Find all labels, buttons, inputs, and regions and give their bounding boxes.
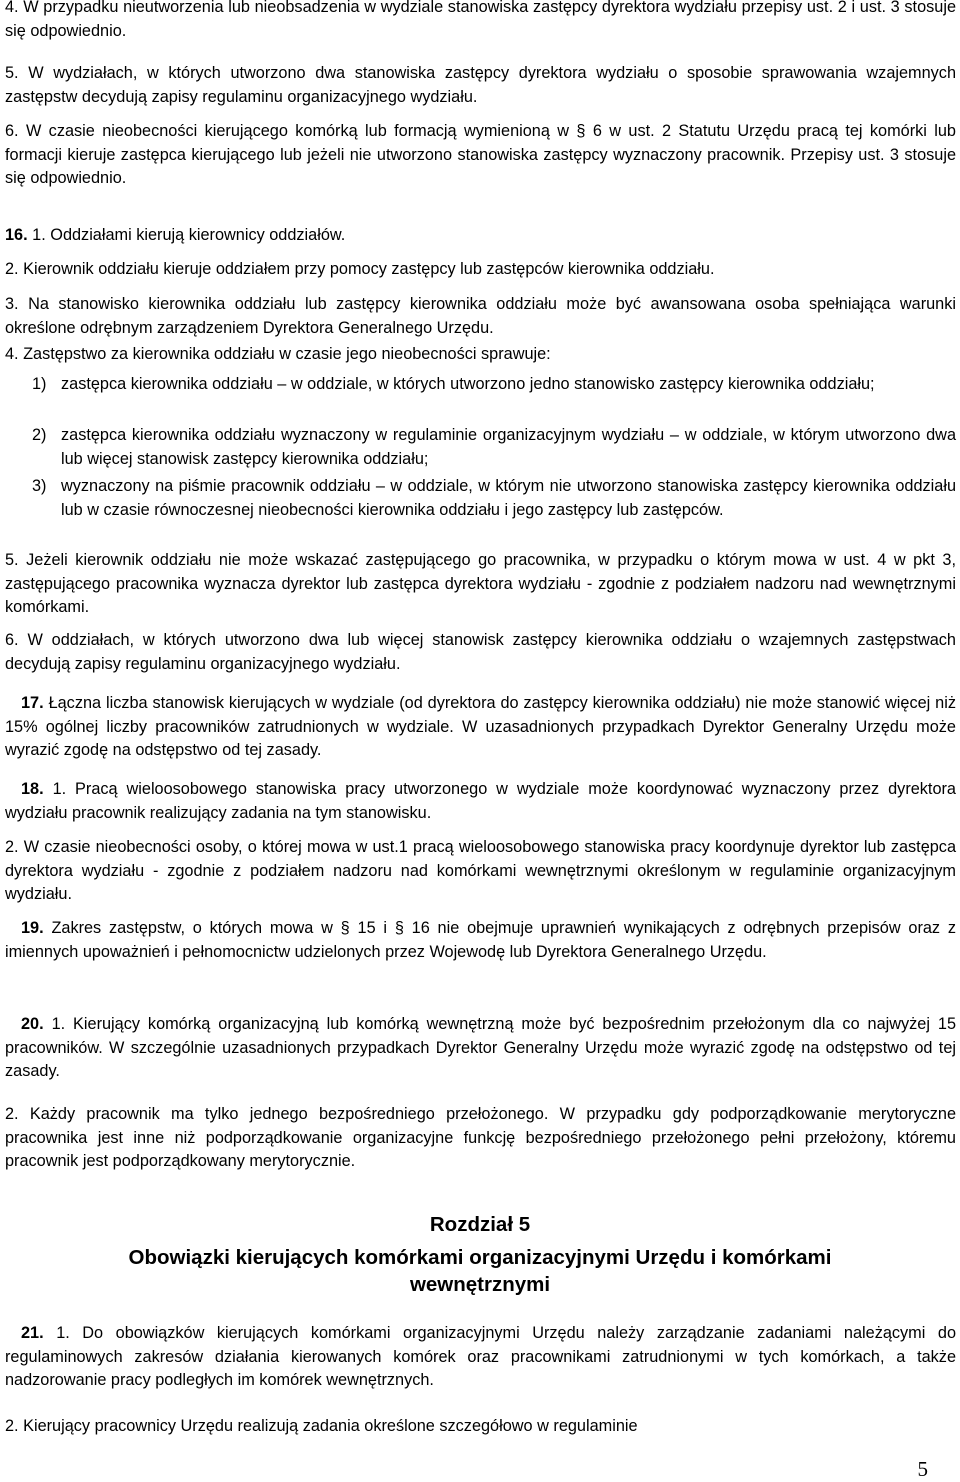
section-18-para-1 bbox=[5, 778, 956, 825]
section-16-para-1-text: 1. Oddziałami kierują kierownicy oddziałów. bbox=[32, 226, 346, 244]
section-19-text: Zakres zastępstw, o których mowa w § 15 i § 16 nie obejmuje uprawnień wynikających z odrębnych przepisów oraz z imiennych upoważnień i pełnomocnictw udzielonych przez Wojewodę lub Dyrektora Generalnego Urzędu. bbox=[5, 919, 956, 961]
section-16-para-5: 5. Jeżeli kierownik oddziału nie może wskazać zastępującego go pracownika, w przypadku o którym mowa w ust. 4 w pkt 3, zastępującego pracownika wyznacza dyrektor lub zastępca dyrektora wydziału - zgodnie z podziałem nadzoru nad wewnętrznymi komórkami. bbox=[5, 551, 956, 616]
section-16-para-2: 2. Kierownik oddziału kieruje oddziałem przy pomocy zastępcy lub zastępców kierownika oddziału. bbox=[5, 260, 715, 278]
section-20-para-1-text: 1. Kierujący komórką organizacyjną lub komórką wewnętrzną może być bezpośrednim przełożonym dla co najwyżej 15 pracowników. W szczególnie uzasadnionych przypadkach Dyrektor Generalny Urzędu może wyrazić zgodę na odstępstwo od tej zasady. bbox=[5, 1015, 956, 1080]
list-marker-3: 3) bbox=[32, 477, 47, 495]
section-21-para-1-text: 1. Do obowiązków kierujących komórkami organizacyjnymi Urzędu należy zarządzanie zadaniami należącymi do regulaminowych zakresów działania kierowanych komórek oraz pracownikami zatrudnionymi w tych komórkach, a także nadzorowanie pracy podległych im komórek wewnętrznych. bbox=[5, 1324, 956, 1389]
section-20-para-2: 2. Każdy pracownik ma tylko jednego bezpośredniego przełożonego. W przypadku gdy podporządkowanie merytoryczne pracownika jest inne niż podporządkowanie organizacyjne funkcję bezpośredniego przełożonego pełni przełożony, któremu pracownik jest podporządkowany merytorycznie. bbox=[5, 1105, 956, 1170]
section-18-para-1-text: 1. Pracą wieloosobowego stanowiska pracy utworzonego w wydziale może koordynować wyznaczony przez dyrektora wydziału pracownik realizujący zadania na tym stanowisku. bbox=[5, 780, 956, 822]
section-20-para-1 bbox=[5, 1013, 956, 1084]
list-item-1: zastępca kierownika oddziału – w oddziale, w których utworzono jedno stanowisko zastępcy kierownika oddziału; bbox=[61, 375, 875, 393]
list-item-2: zastępca kierownika oddziału wyznaczony w regulaminie organizacyjnym wydziału – w oddziale, w którym utworzono dwa lub więcej stanowisk zastępcy kierownika oddziału; bbox=[61, 426, 956, 468]
section-21-para-2: 2. Kierujący pracownicy Urzędu realizują zadania określone szczegółowo w regulaminie bbox=[5, 1417, 638, 1435]
section-17-text: Łączna liczba stanowisk kierujących w wydziale (od dyrektora do zastępcy kierownika oddziału) nie może stanowić więcej niż 15% ogólnej liczby pracowników zatrudnionych w wydziale. W uzasadnionych przypadkach Dyrektor Generalny Urzędu może wyrazić zgodę na odstępstwo od tej zasady. bbox=[5, 694, 956, 759]
section-18-number: 18. bbox=[21, 780, 44, 798]
paragraph-15-6: 6. W czasie nieobecności kierującego komórką lub formacją wymienioną w § 6 w ust. 2 Statutu Urzędu pracą tej komórki lub formacji kieruje zastępca kierującego lub jeżeli nie utworzono stanowiska zastępcy wyznaczony pracownik. Przepisy ust. 3 stosuje się odpowiednio. bbox=[5, 122, 956, 187]
section-17 bbox=[5, 692, 956, 763]
list-marker-1: 1) bbox=[32, 375, 47, 393]
list-item-3: wyznaczony na piśmie pracownik oddziału – w oddziale, w którym nie utworzono stanowiska zastępcy kierownika oddziału lub w czasie równoczesnej nieobecności kierownika oddziału i jego zastępcy lub zastępców. bbox=[61, 477, 956, 519]
section-18-para-2: 2. W czasie nieobecności osoby, o której mowa w ust.1 pracą wieloosobowego stanowiska pracy koordynuje dyrektor lub zastępca dyrektora wydziału - zgodnie z podziałem nadzoru nad komórkami wewnętrznymi określonym w regulaminie organizacyjnym wydziału. bbox=[5, 838, 956, 903]
section-16-para-4: 4. Zastępstwo za kierownika oddziału w czasie jego nieobecności sprawuje: bbox=[5, 345, 551, 363]
section-19 bbox=[5, 917, 956, 964]
chapter-number: Rozdział 5 bbox=[429, 1213, 531, 1236]
paragraph-15-4: 4. W przypadku nieutworzenia lub nieobsadzenia w wydziale stanowiska zastępcy dyrektora wydziału przepisy ust. 2 i ust. 3 stosuje się odpowiednio. bbox=[5, 0, 956, 40]
page-number: 5 bbox=[917, 1457, 928, 1481]
section-16-para-6: 6. W oddziałach, w których utworzono dwa lub więcej stanowisk zastępcy kierownika oddziału o wzajemnych zastępstwach decydują zapisy regulaminu organizacyjnego wydziału. bbox=[5, 631, 956, 673]
section-16-para-1 bbox=[5, 224, 956, 248]
section-16-para-3: 3. Na stanowisko kierownika oddziału lub zastępcy kierownika oddziału może być awansowana osoba spełniająca warunki określone odrębnym zarządzeniem Dyrektora Generalnego Urzędu. bbox=[5, 295, 956, 337]
section-21-para-1 bbox=[5, 1322, 956, 1393]
paragraph-15-5: 5. W wydziałach, w których utworzono dwa stanowiska zastępcy dyrektora wydziału o sposobie sprawowania wzajemnych zastępstw decydują zapisy regulaminu organizacyjnego wydziału. bbox=[5, 64, 956, 106]
section-17-number: 17. bbox=[21, 694, 44, 712]
section-19-number: 19. bbox=[21, 919, 44, 937]
section-20-number: 20. bbox=[21, 1015, 44, 1033]
chapter-title: Obowiązki kierujących komórkami organizacyjnymi Urzędu i komórkami wewnętrznymi bbox=[128, 1246, 832, 1296]
list-marker-2: 2) bbox=[32, 426, 47, 444]
section-21-number: 21. bbox=[21, 1324, 44, 1342]
section-16-number: 16. bbox=[5, 226, 28, 244]
